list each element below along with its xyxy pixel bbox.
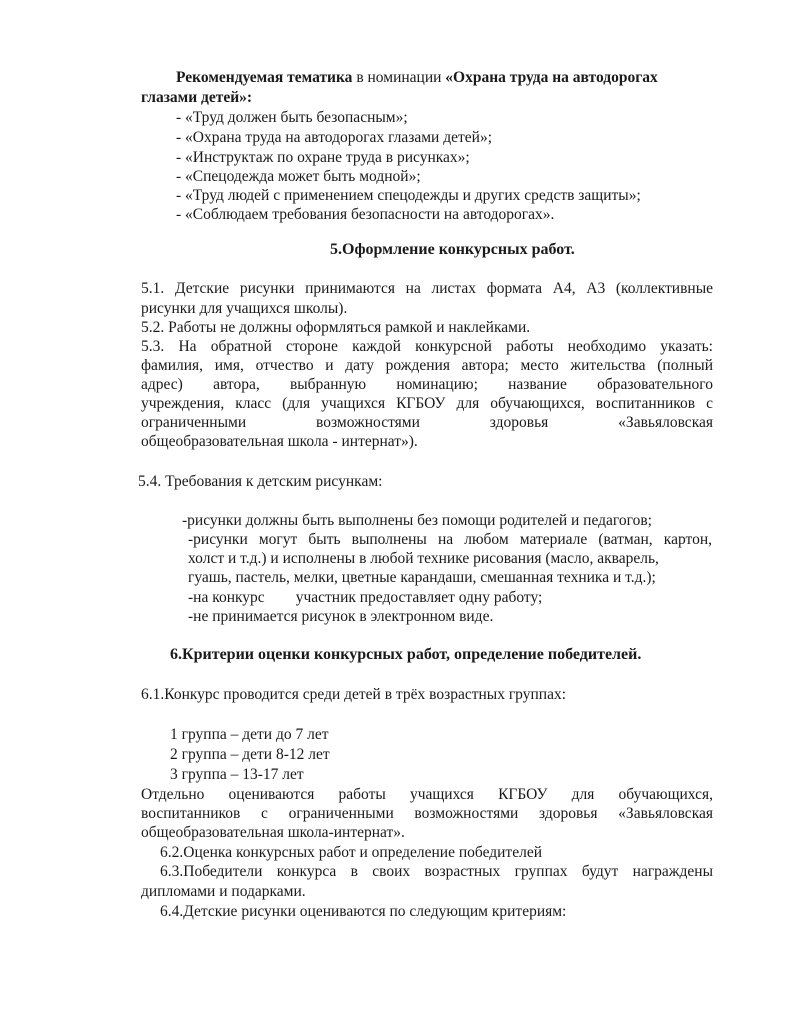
section6-p64: 6.4.Детские рисунки оцениваются по следующим критериям: (160, 903, 567, 920)
section6-p61: 6.1.Конкурс проводится среди детей в трёх возрастных группах: (141, 686, 567, 703)
s5-line: рисунки для учащихся школы). (141, 300, 348, 317)
section6-p63: 6.3.Победители конкурса в своих возрастных группах будут награждены (160, 863, 713, 880)
age-group: 2 группа – дети 8-12 лет (170, 746, 330, 763)
section6-p63-cont: дипломами и подарками. (141, 883, 306, 900)
theme-item: - «Труд людей с применением спецодежды и других средств защиты»; (176, 187, 641, 204)
s5-line: адрес) автора, выбранную номинацию; название образовательного (141, 376, 713, 393)
intro-plain: в номинации (352, 69, 446, 86)
s5-line: фамилия, имя, отчество и дату рождения автора; место жительства (полный (141, 357, 713, 374)
intro-line-1 (176, 68, 658, 87)
requirement-line: -рисунки могут быть выполнены на любом материале (ватман, картон, (188, 531, 712, 548)
theme-item: - «Инструктаж по охране труда в рисунках»; (176, 149, 470, 166)
requirement-line: холст и т.д.) и исполнены в любой технике рисования (масло, акварель, (188, 550, 659, 567)
s5-line: 5.2. Работы не должны оформляться рамкой и наклейками. (141, 319, 531, 336)
section6-heading: 6.Критерии оценки конкурсных работ, определение победителей. (170, 646, 642, 663)
separate-line: Отдельно оцениваются работы учащихся КГБОУ для обучающихся, (141, 786, 713, 803)
requirement-line: -на конкурс участник предоставляет одну работу; (188, 589, 543, 606)
theme-item: - «Спецодежда может быть модной»; (176, 168, 421, 185)
s5-line: 5.3. На обратной стороне каждой конкурсной работы необходимо указать: (141, 338, 713, 355)
s5-line: 5.1. Детские рисунки принимаются на листах формата А4, А3 (коллективные (141, 280, 713, 297)
s5-line: учреждения, класс (для учащихся КГБОУ для обучающихся, воспитанников с (141, 395, 713, 412)
theme-item: - «Охрана труда на автодорогах глазами детей»; (176, 129, 493, 146)
s5-line: общеобразовательная школа - интернат»). (141, 433, 418, 450)
requirement-line: -не принимается рисунок в электронном виде. (188, 608, 494, 625)
age-group: 1 группа – дети до 7 лет (170, 726, 329, 743)
separate-line: воспитанников с ограниченными возможностями здоровья «Завьяловская (141, 805, 713, 822)
age-group: 3 группа – 13-17 лет (170, 766, 304, 783)
requirement-line: гуашь, пастель, мелки, цветные карандаши, смешанная техника и т.д.); (188, 569, 656, 586)
requirements-title: 5.4. Требования к детским рисункам: (138, 473, 383, 490)
section5-heading: 5.Оформление конкурсных работ. (330, 241, 575, 258)
theme-item: - «Соблюдаем требования безопасности на автодорогах». (176, 206, 555, 223)
intro-nomination: «Охрана труда на автодорогах (445, 69, 658, 86)
theme-item: - «Труд должен быть безопасным»; (176, 109, 408, 126)
separate-line: общеобразовательная школа-интернат». (141, 824, 405, 841)
requirement-line: -рисунки должны быть выполнены без помощи родителей и педагогов; (182, 512, 652, 529)
section6-p62: 6.2.Оценка конкурсных работ и определение победителей (160, 844, 542, 861)
intro-bold-label: Рекомендуемая тематика (176, 69, 353, 86)
intro-line-2: глазами детей»: (141, 89, 253, 106)
s5-line: ограниченными возможностями здоровья «Завьяловская (141, 414, 713, 431)
